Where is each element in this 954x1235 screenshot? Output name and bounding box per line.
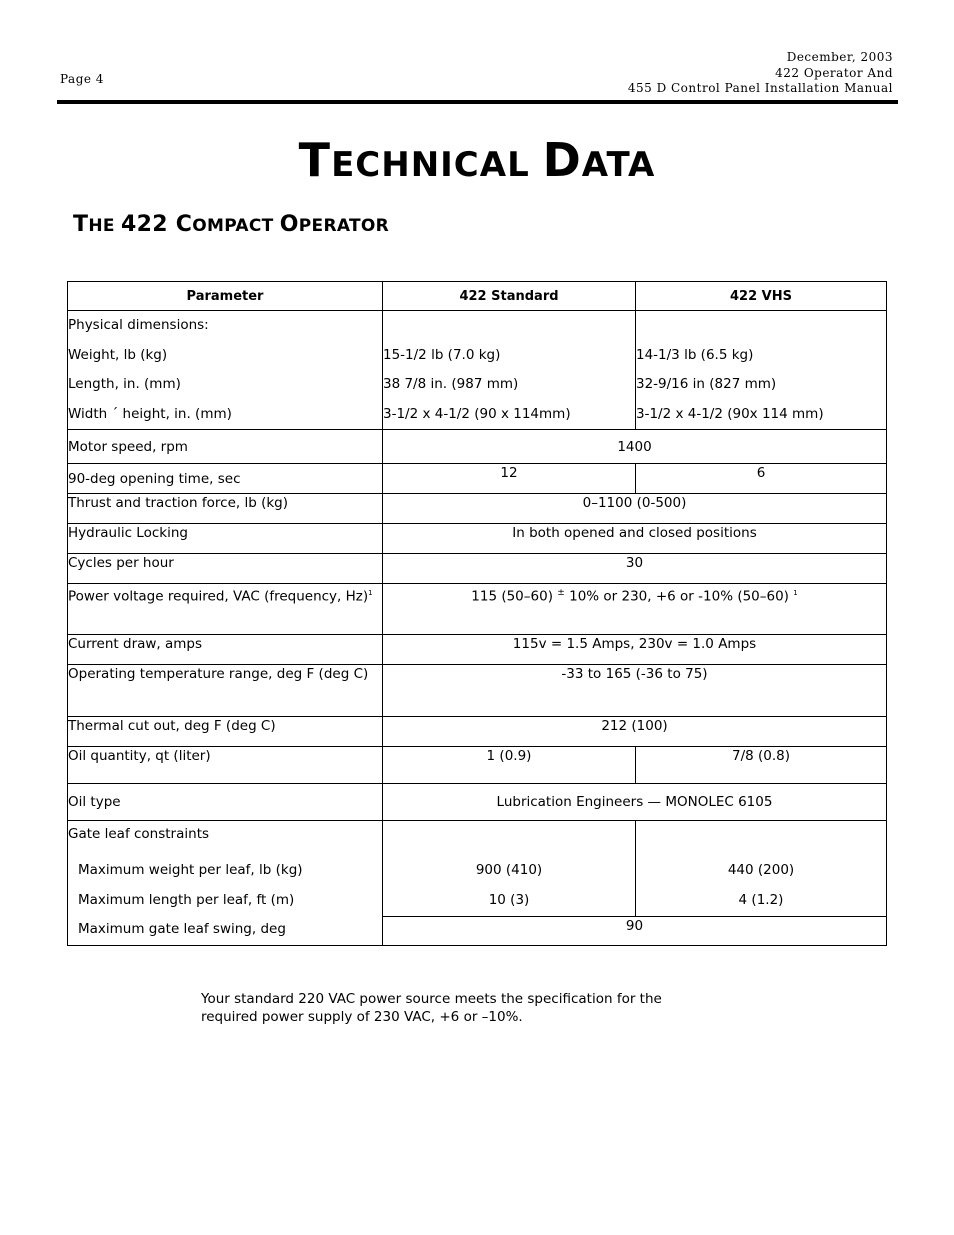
size-label: Width ´ height, in. (mm) xyxy=(68,405,232,422)
subtitle-cap-3: O xyxy=(279,212,299,237)
footnote-line-2: required power supply of 230 VAC, +6 or –10%. xyxy=(201,1009,523,1025)
subtitle-rest-2: OMPACT xyxy=(192,216,280,236)
gate-leaf-labels xyxy=(68,821,383,946)
footnote xyxy=(201,990,721,1026)
cycles-value: 30 xyxy=(383,554,887,584)
current-label: Current draw, amps xyxy=(68,635,383,665)
table-row-motor-speed xyxy=(68,430,887,464)
oil-quantity-vhs: 7/8 (0.8) xyxy=(636,747,887,784)
weight-standard: 15-1/2 lb (7.0 kg) xyxy=(383,346,501,363)
motor-speed-label: Motor speed, rpm xyxy=(68,430,383,464)
length-vhs: 32-9/16 in (827 mm) xyxy=(636,376,777,392)
title-cap-1: T xyxy=(298,133,332,187)
hydraulic-value: In both opened and closed positions xyxy=(383,524,887,554)
hydraulic-label: Hydraulic Locking xyxy=(68,524,383,554)
motor-speed-value: 1400 xyxy=(383,430,887,464)
page-title xyxy=(0,133,954,187)
footnote-line-1: Your standard 220 VAC power source meets the specification for the xyxy=(201,991,662,1007)
current-value: 115v = 1.5 Amps, 230v = 1.0 Amps xyxy=(383,635,887,665)
max-swing-value: 90 xyxy=(383,917,887,946)
header-vhs: 422 VHS xyxy=(636,282,887,311)
subtitle-num: 422 xyxy=(120,212,176,237)
max-weight-label: Maximum weight per leaf, lb (kg) xyxy=(78,862,303,878)
temperature-label: Operating temperature range, deg F (deg C) xyxy=(68,665,383,717)
table-row-power xyxy=(68,584,887,635)
table-row-gate-leaf xyxy=(68,821,887,917)
power-value-b: 10% or 230, +6 or -10% (50–60) xyxy=(564,588,794,605)
power-value-a: 115 (50–60) xyxy=(471,588,558,605)
subtitle-cap-2: C xyxy=(175,212,193,237)
oil-quantity-label: Oil quantity, qt (liter) xyxy=(68,747,383,784)
power-label: Power voltage required, VAC (frequency, Hz) xyxy=(68,588,369,605)
size-vhs: 3-1/2 x 4-1/2 (90x 114 mm) xyxy=(636,405,824,422)
max-weight-vhs: 440 (200) xyxy=(727,862,795,878)
opening-time-label: 90-deg opening time, sec xyxy=(68,464,383,494)
oil-quantity-standard: 1 (0.9) xyxy=(383,747,636,784)
section-title xyxy=(73,212,389,237)
thrust-label: Thrust and traction force, lb (kg) xyxy=(68,494,383,524)
header-line-2: 422 Operator And xyxy=(775,65,893,80)
weight-label: Weight, lb (kg) xyxy=(68,346,168,363)
title-rest-2: ATA xyxy=(581,145,656,185)
physical-standard xyxy=(383,311,636,430)
length-standard: 38 7/8 in. (987 mm) xyxy=(383,376,519,392)
table-row-thrust xyxy=(68,494,887,524)
spec-table xyxy=(67,281,887,946)
physical-vhs xyxy=(636,311,887,430)
table-row-oil-type xyxy=(68,784,887,821)
document-header xyxy=(628,50,893,97)
header-date: December, 2003 xyxy=(786,50,893,64)
table-row-thermal xyxy=(68,717,887,747)
page-number: Page 4 xyxy=(60,72,104,86)
oil-type-label: Oil type xyxy=(68,784,383,821)
power-label-cell xyxy=(68,584,383,635)
power-value-cell xyxy=(383,584,887,635)
physical-label: Physical dimensions: xyxy=(68,317,209,333)
table-row-cycles xyxy=(68,554,887,584)
max-length-label: Maximum length per leaf, ft (m) xyxy=(78,891,295,908)
table-header-row xyxy=(68,282,887,311)
thermal-value: 212 (100) xyxy=(383,717,887,747)
table-row-opening-time xyxy=(68,464,887,494)
header-line-3: 455 D Control Panel Installation Manual xyxy=(627,81,893,95)
opening-time-standard: 12 xyxy=(383,464,636,494)
gate-leaf-label: Gate leaf constraints xyxy=(68,826,210,842)
header-rule xyxy=(57,100,898,104)
opening-time-vhs: 6 xyxy=(636,464,887,494)
table-row-oil-quantity xyxy=(68,747,887,784)
max-weight-standard: 900 (410) xyxy=(475,862,543,878)
temperature-value: -33 to 165 (-36 to 75) xyxy=(383,665,887,717)
gate-leaf-standard xyxy=(383,821,636,917)
title-rest-1: ECHNICAL xyxy=(331,145,543,185)
header-parameter: Parameter xyxy=(68,282,383,311)
table-row-temperature xyxy=(68,665,887,717)
subtitle-rest-1: HE xyxy=(88,216,121,236)
length-label: Length, in. (mm) xyxy=(68,376,181,392)
thermal-label: Thermal cut out, deg F (deg C) xyxy=(68,717,383,747)
power-value-footnote: 1 xyxy=(793,589,798,597)
max-length-standard: 10 (3) xyxy=(488,891,530,908)
weight-vhs: 14-1/3 lb (6.5 kg) xyxy=(636,346,754,363)
oil-type-value: Lubrication Engineers — MONOLEC 6105 xyxy=(383,784,887,821)
header-standard: 422 Standard xyxy=(383,282,636,311)
title-cap-2: D xyxy=(542,133,582,187)
max-length-vhs: 4 (1.2) xyxy=(738,891,784,908)
physical-labels xyxy=(68,311,383,430)
table-row-hydraulic xyxy=(68,524,887,554)
thrust-value: 0–1100 (0-500) xyxy=(383,494,887,524)
cycles-label: Cycles per hour xyxy=(68,554,383,584)
subtitle-rest-3: PERATOR xyxy=(298,216,390,236)
size-standard: 3-1/2 x 4-1/2 (90 x 114mm) xyxy=(383,405,571,422)
max-swing-label: Maximum gate leaf swing, deg xyxy=(78,921,286,937)
gate-leaf-vhs xyxy=(636,821,887,917)
power-label-footnote: 1 xyxy=(368,589,373,597)
subtitle-cap-1: T xyxy=(73,212,89,237)
table-row-current xyxy=(68,635,887,665)
table-row-physical xyxy=(68,311,887,430)
power-plus-minus: ± xyxy=(557,588,565,598)
